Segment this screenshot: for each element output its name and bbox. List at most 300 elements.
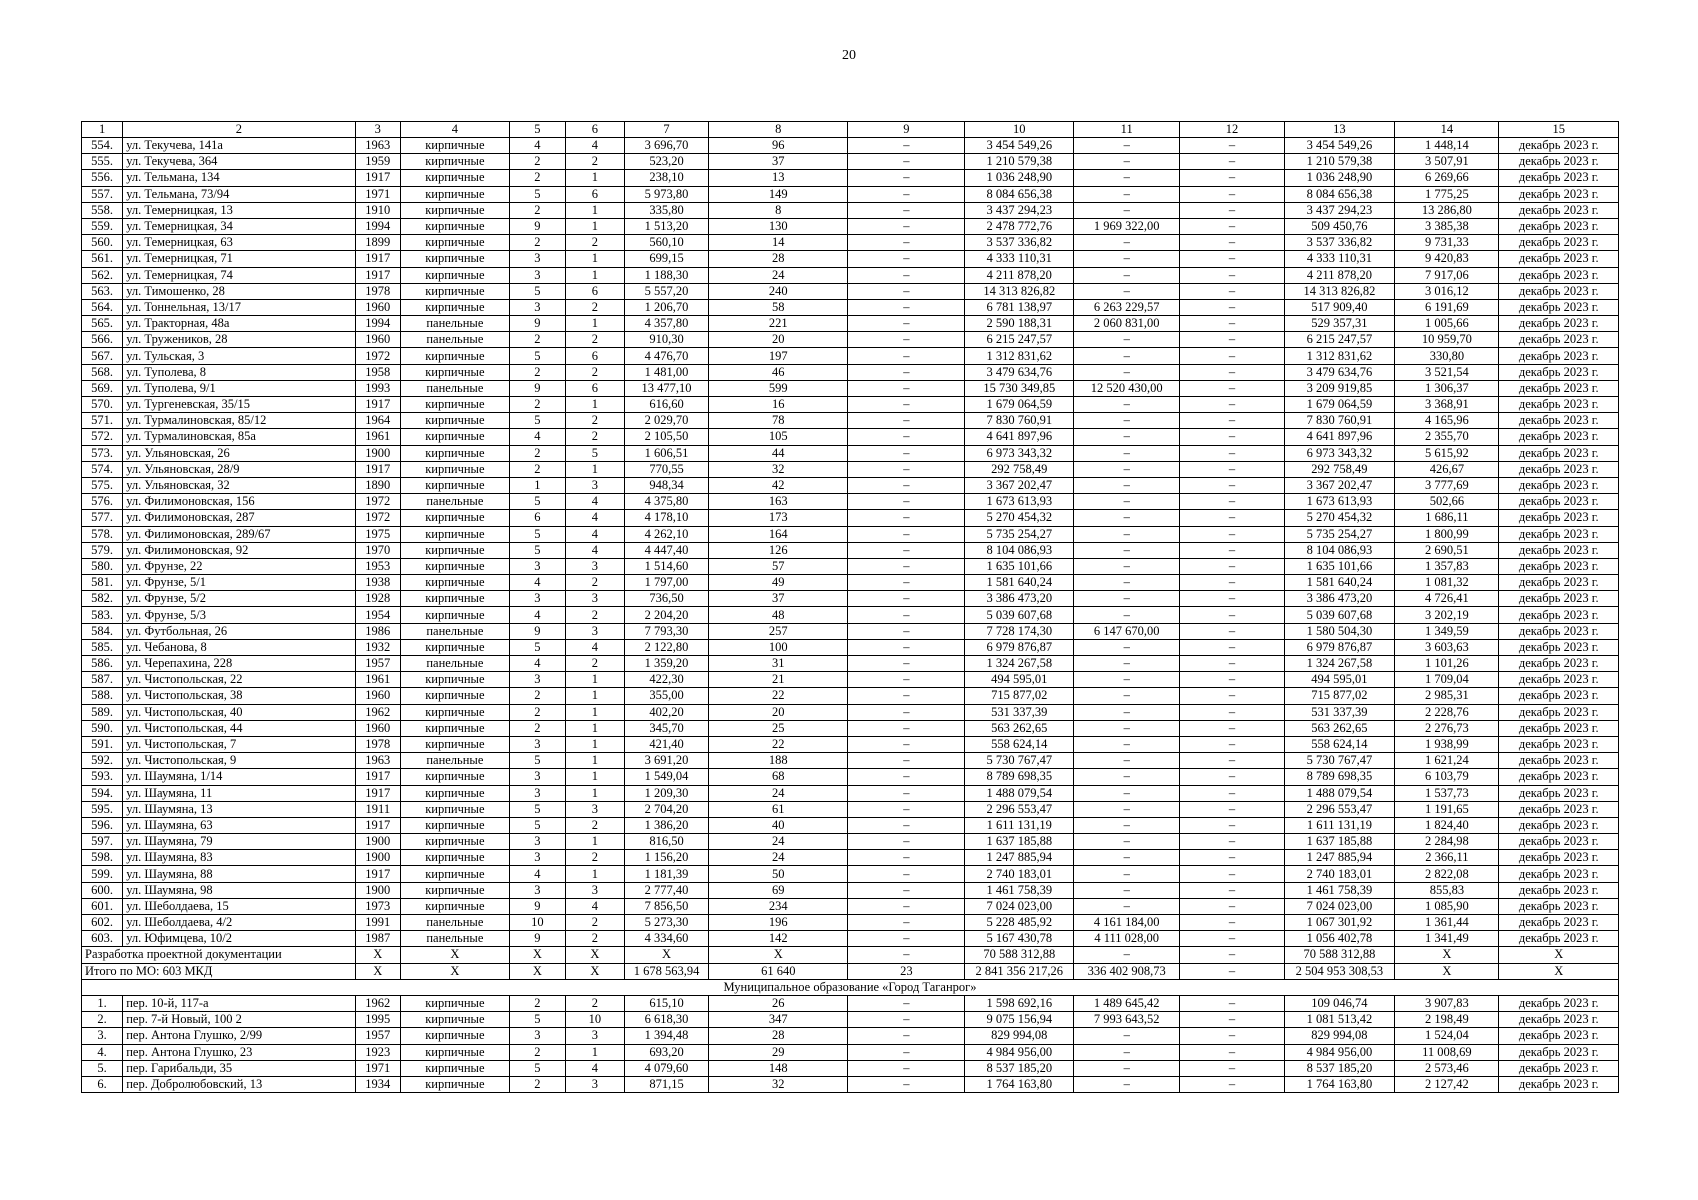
- table-cell: –: [848, 882, 965, 898]
- table-cell: 599.: [82, 866, 123, 882]
- table-cell: 3: [509, 672, 565, 688]
- table-cell: 1 797,00: [624, 575, 709, 591]
- table-cell: –: [848, 202, 965, 218]
- table-cell: 560,10: [624, 235, 709, 251]
- table-cell: 8 789 698,35: [1284, 769, 1395, 785]
- table-cell: 871,15: [624, 1076, 709, 1092]
- table-cell: –: [848, 575, 965, 591]
- table-cell: 582.: [82, 591, 123, 607]
- table-cell: кирпичные: [401, 882, 510, 898]
- table-row: [82, 477, 1619, 493]
- table-cell: 8: [709, 202, 848, 218]
- table-cell: декабрь 2023 г.: [1499, 413, 1619, 429]
- table-cell: –: [1074, 170, 1180, 186]
- table-cell: –: [1180, 510, 1284, 526]
- table-cell: 2 690,51: [1395, 542, 1499, 558]
- table-cell: 221: [709, 316, 848, 332]
- table-cell: 2: [509, 720, 565, 736]
- table-cell: 1 514,60: [624, 558, 709, 574]
- table-cell: 14: [709, 235, 848, 251]
- table-row: [82, 364, 1619, 380]
- table-row: [82, 834, 1619, 850]
- table-cell: 42: [709, 477, 848, 493]
- table-cell: 715 877,02: [965, 688, 1074, 704]
- table-cell: 1: [566, 170, 625, 186]
- table-cell: –: [848, 639, 965, 655]
- table-cell: 2: [566, 364, 625, 380]
- table-cell: декабрь 2023 г.: [1499, 332, 1619, 348]
- table-cell: 1953: [355, 558, 401, 574]
- table-cell: 1 673 613,93: [965, 494, 1074, 510]
- table-cell: 345,70: [624, 720, 709, 736]
- table-row: [82, 202, 1619, 218]
- table-cell: кирпичные: [401, 736, 510, 752]
- table-cell: 22: [709, 736, 848, 752]
- table-cell: –: [848, 413, 965, 429]
- table-cell: 1 448,14: [1395, 138, 1499, 154]
- table-cell: 2 204,20: [624, 607, 709, 623]
- table-cell: 6 979 876,87: [1284, 639, 1395, 655]
- column-header: 14: [1395, 122, 1499, 138]
- table-cell: 1 764 163,80: [965, 1076, 1074, 1092]
- table-row: [82, 785, 1619, 801]
- table-cell: 567.: [82, 348, 123, 364]
- address-cell: ул. Филимоновская, 289/67: [123, 526, 355, 542]
- table-cell: 577.: [82, 510, 123, 526]
- table-cell: 1 361,44: [1395, 915, 1499, 931]
- table-cell: 96: [709, 138, 848, 154]
- table-cell: 5: [566, 445, 625, 461]
- table-cell: 2: [509, 332, 565, 348]
- table-cell: –: [848, 753, 965, 769]
- table-cell: 8 537 185,20: [1284, 1060, 1395, 1076]
- table-row: [82, 817, 1619, 833]
- table-cell: 4 178,10: [624, 510, 709, 526]
- table-row: [82, 380, 1619, 396]
- table-cell: кирпичные: [401, 461, 510, 477]
- table-cell: 1972: [355, 494, 401, 510]
- table-cell: 8 104 086,93: [1284, 542, 1395, 558]
- table-cell: X: [709, 947, 848, 963]
- table-cell: 2 276,73: [1395, 720, 1499, 736]
- table-cell: 8 789 698,35: [965, 769, 1074, 785]
- table-cell: 7 830 760,91: [1284, 413, 1395, 429]
- table-cell: –: [848, 850, 965, 866]
- table-cell: декабрь 2023 г.: [1499, 736, 1619, 752]
- table-cell: 6 781 138,97: [965, 299, 1074, 315]
- table-cell: 1995: [355, 1012, 401, 1028]
- table-cell: панельные: [401, 931, 510, 947]
- table-cell: 1: [566, 785, 625, 801]
- table-cell: 1 637 185,88: [1284, 834, 1395, 850]
- table-cell: –: [1180, 348, 1284, 364]
- table-cell: 2: [566, 656, 625, 672]
- table-cell: –: [1074, 494, 1180, 510]
- table-cell: 2 704,20: [624, 801, 709, 817]
- address-cell: ул. Темерницкая, 13: [123, 202, 355, 218]
- table-cell: 5 557,20: [624, 283, 709, 299]
- table-cell: –: [1074, 348, 1180, 364]
- table-row: [82, 995, 1619, 1011]
- table-cell: 257: [709, 623, 848, 639]
- table-cell: –: [1180, 898, 1284, 914]
- table-cell: –: [1180, 1028, 1284, 1044]
- table-cell: панельные: [401, 753, 510, 769]
- table-cell: 9: [509, 898, 565, 914]
- total-row-label: Итого по МО: 603 МКД: [82, 963, 356, 979]
- column-header: 5: [509, 122, 565, 138]
- table-cell: 29: [709, 1044, 848, 1060]
- table-cell: 558.: [82, 202, 123, 218]
- table-row: [82, 753, 1619, 769]
- table-cell: декабрь 2023 г.: [1499, 316, 1619, 332]
- table-cell: –: [848, 494, 965, 510]
- table-cell: X: [1499, 963, 1619, 979]
- address-cell: ул. Шаумяна, 83: [123, 850, 355, 866]
- table-cell: 1 005,66: [1395, 316, 1499, 332]
- table-cell: 3 691,20: [624, 753, 709, 769]
- table-cell: –: [848, 607, 965, 623]
- table-cell: 4 262,10: [624, 526, 709, 542]
- table-cell: 6 979 876,87: [965, 639, 1074, 655]
- table-cell: 2: [566, 332, 625, 348]
- table-cell: –: [848, 736, 965, 752]
- table-cell: декабрь 2023 г.: [1499, 720, 1619, 736]
- table-cell: панельные: [401, 380, 510, 396]
- table-row: [82, 720, 1619, 736]
- table-cell: –: [1074, 834, 1180, 850]
- table-cell: 3: [509, 882, 565, 898]
- table-cell: –: [848, 1044, 965, 1060]
- table-cell: 1917: [355, 769, 401, 785]
- table-row: [82, 704, 1619, 720]
- table-cell: 1993: [355, 380, 401, 396]
- table-row: [82, 931, 1619, 947]
- table-cell: –: [1074, 639, 1180, 655]
- table-cell: 2.: [82, 1012, 123, 1028]
- table-cell: 6 973 343,32: [1284, 445, 1395, 461]
- table-cell: 4 333 110,31: [1284, 251, 1395, 267]
- register-table: [81, 121, 1619, 1093]
- table-cell: 616,60: [624, 397, 709, 413]
- table-row: [82, 170, 1619, 186]
- table-cell: 1 206,70: [624, 299, 709, 315]
- table-cell: декабрь 2023 г.: [1499, 639, 1619, 655]
- table-cell: –: [848, 510, 965, 526]
- table-cell: 24: [709, 785, 848, 801]
- table-row: [82, 526, 1619, 542]
- table-cell: –: [848, 267, 965, 283]
- table-row: [82, 316, 1619, 332]
- table-cell: –: [1180, 947, 1284, 963]
- table-cell: 594.: [82, 785, 123, 801]
- table-cell: 568.: [82, 364, 123, 380]
- table-cell: 6.: [82, 1076, 123, 1092]
- table-cell: 6 269,66: [1395, 170, 1499, 186]
- table-row: [82, 866, 1619, 882]
- table-cell: 559.: [82, 218, 123, 234]
- table-cell: 1: [566, 753, 625, 769]
- table-cell: 829 994,08: [965, 1028, 1074, 1044]
- table-cell: –: [1074, 736, 1180, 752]
- table-cell: кирпичные: [401, 235, 510, 251]
- table-cell: –: [1180, 477, 1284, 493]
- table-cell: X: [1395, 947, 1499, 963]
- table-cell: декабрь 2023 г.: [1499, 445, 1619, 461]
- table-cell: 3 454 549,26: [1284, 138, 1395, 154]
- table-cell: 3: [509, 834, 565, 850]
- table-cell: –: [1180, 623, 1284, 639]
- table-cell: декабрь 2023 г.: [1499, 429, 1619, 445]
- table-cell: 24: [709, 850, 848, 866]
- table-cell: –: [1074, 720, 1180, 736]
- table-cell: 2: [566, 915, 625, 931]
- table-cell: –: [1074, 235, 1180, 251]
- address-cell: ул. Турмалиновская, 85/12: [123, 413, 355, 429]
- table-cell: 5 730 767,47: [1284, 753, 1395, 769]
- table-cell: 2: [509, 235, 565, 251]
- table-cell: –: [1074, 882, 1180, 898]
- table-cell: панельные: [401, 656, 510, 672]
- table-cell: кирпичные: [401, 526, 510, 542]
- address-cell: ул. Фрунзе, 22: [123, 558, 355, 574]
- table-cell: 1957: [355, 656, 401, 672]
- table-cell: 563.: [82, 283, 123, 299]
- table-row: [82, 591, 1619, 607]
- table-row: [82, 575, 1619, 591]
- table-cell: –: [848, 1060, 965, 1076]
- table-row: [82, 461, 1619, 477]
- table-cell: 2 822,08: [1395, 866, 1499, 882]
- table-cell: кирпичные: [401, 397, 510, 413]
- table-cell: 163: [709, 494, 848, 510]
- table-row: [82, 138, 1619, 154]
- table-cell: –: [1074, 898, 1180, 914]
- address-cell: ул. Шаумяна, 98: [123, 882, 355, 898]
- table-cell: 5: [509, 542, 565, 558]
- table-cell: 21: [709, 672, 848, 688]
- table-cell: 1910: [355, 202, 401, 218]
- table-row: [82, 1044, 1619, 1060]
- table-cell: 234: [709, 898, 848, 914]
- table-cell: –: [1180, 542, 1284, 558]
- table-cell: 1 341,49: [1395, 931, 1499, 947]
- table-cell: 9 420,83: [1395, 251, 1499, 267]
- table-cell: 502,66: [1395, 494, 1499, 510]
- table-cell: –: [1180, 526, 1284, 542]
- address-cell: ул. Тельмана, 134: [123, 170, 355, 186]
- table-cell: кирпичные: [401, 769, 510, 785]
- table-cell: 164: [709, 526, 848, 542]
- table-row: [82, 1076, 1619, 1092]
- address-cell: ул. Филимоновская, 287: [123, 510, 355, 526]
- table-cell: 70 588 312,88: [965, 947, 1074, 963]
- table-cell: –: [1180, 834, 1284, 850]
- table-cell: декабрь 2023 г.: [1499, 931, 1619, 947]
- table-cell: –: [1180, 817, 1284, 833]
- table-cell: 1 606,51: [624, 445, 709, 461]
- table-cell: –: [848, 218, 965, 234]
- table-cell: –: [1074, 1060, 1180, 1076]
- table-cell: 1 312 831,62: [1284, 348, 1395, 364]
- table-cell: 1 394,48: [624, 1028, 709, 1044]
- table-cell: кирпичные: [401, 510, 510, 526]
- table-cell: 48: [709, 607, 848, 623]
- table-cell: 1899: [355, 235, 401, 251]
- table-cell: декабрь 2023 г.: [1499, 769, 1619, 785]
- address-cell: ул. Шаумяна, 1/14: [123, 769, 355, 785]
- design-row-label: Разработка проектной документации: [82, 947, 356, 963]
- address-cell: ул. Чистопольская, 22: [123, 672, 355, 688]
- table-cell: 4 726,41: [1395, 591, 1499, 607]
- table-cell: 2 228,76: [1395, 704, 1499, 720]
- table-cell: 601.: [82, 898, 123, 914]
- table-cell: 2 060 831,00: [1074, 316, 1180, 332]
- table-cell: 5 039 607,68: [965, 607, 1074, 623]
- table-cell: 3: [509, 769, 565, 785]
- table-cell: декабрь 2023 г.: [1499, 817, 1619, 833]
- table-cell: –: [1180, 332, 1284, 348]
- table-cell: 2: [509, 704, 565, 720]
- table-cell: 1 247 885,94: [1284, 850, 1395, 866]
- table-cell: 599: [709, 380, 848, 396]
- table-cell: 126: [709, 542, 848, 558]
- table-cell: –: [848, 688, 965, 704]
- table-cell: 20: [709, 704, 848, 720]
- table-cell: 554.: [82, 138, 123, 154]
- table-cell: –: [1180, 882, 1284, 898]
- table-cell: 2 504 953 308,53: [1284, 963, 1395, 979]
- table-cell: 6 215 247,57: [1284, 332, 1395, 348]
- table-cell: 1 764 163,80: [1284, 1076, 1395, 1092]
- address-cell: ул. Текучева, 141а: [123, 138, 355, 154]
- table-cell: 1962: [355, 995, 401, 1011]
- table-cell: 3 368,91: [1395, 397, 1499, 413]
- table-cell: X: [566, 963, 625, 979]
- table-cell: 1 312 831,62: [965, 348, 1074, 364]
- address-cell: ул. Ульяновская, 32: [123, 477, 355, 493]
- column-header: 13: [1284, 122, 1395, 138]
- table-cell: 58: [709, 299, 848, 315]
- table-cell: 4 447,40: [624, 542, 709, 558]
- table-cell: 4: [566, 138, 625, 154]
- table-cell: –: [1074, 753, 1180, 769]
- table-cell: –: [848, 235, 965, 251]
- table-cell: декабрь 2023 г.: [1499, 218, 1619, 234]
- address-cell: ул. Чистопольская, 7: [123, 736, 355, 752]
- table-cell: –: [1180, 1044, 1284, 1060]
- table-cell: 5: [509, 348, 565, 364]
- table-cell: –: [1074, 866, 1180, 882]
- table-cell: 1 969 322,00: [1074, 218, 1180, 234]
- table-cell: 2: [566, 817, 625, 833]
- table-cell: 6 973 343,32: [965, 445, 1074, 461]
- table-cell: 3 367 202,47: [965, 477, 1074, 493]
- table-cell: –: [1180, 380, 1284, 396]
- table-cell: декабрь 2023 г.: [1499, 1012, 1619, 1028]
- table-cell: 1959: [355, 154, 401, 170]
- table-cell: 588.: [82, 688, 123, 704]
- table-cell: –: [848, 186, 965, 202]
- table-cell: 1994: [355, 218, 401, 234]
- table-cell: –: [848, 656, 965, 672]
- table-cell: декабрь 2023 г.: [1499, 154, 1619, 170]
- table-cell: 1911: [355, 801, 401, 817]
- table-cell: 69: [709, 882, 848, 898]
- table-cell: 32: [709, 1076, 848, 1092]
- table-cell: 563 262,65: [1284, 720, 1395, 736]
- address-cell: ул. Тоннельная, 13/17: [123, 299, 355, 315]
- table-cell: –: [1180, 753, 1284, 769]
- table-cell: 5: [509, 494, 565, 510]
- address-cell: ул. Чистопольская, 9: [123, 753, 355, 769]
- table-cell: 3: [509, 251, 565, 267]
- table-cell: X: [1499, 947, 1619, 963]
- table-cell: –: [1074, 186, 1180, 202]
- address-cell: ул. Тракторная, 48а: [123, 316, 355, 332]
- table-cell: 1960: [355, 688, 401, 704]
- table-cell: –: [1074, 1044, 1180, 1060]
- table-cell: –: [1074, 656, 1180, 672]
- table-cell: 426,67: [1395, 461, 1499, 477]
- table-cell: X: [566, 947, 625, 963]
- table-cell: 3: [566, 882, 625, 898]
- table-cell: декабрь 2023 г.: [1499, 235, 1619, 251]
- table-cell: 2: [509, 397, 565, 413]
- table-cell: 1 673 613,93: [1284, 494, 1395, 510]
- table-cell: 593.: [82, 769, 123, 785]
- table-cell: –: [1074, 688, 1180, 704]
- table-cell: 292 758,49: [1284, 461, 1395, 477]
- table-cell: 531 337,39: [965, 704, 1074, 720]
- table-cell: 2 478 772,76: [965, 218, 1074, 234]
- table-row: [82, 413, 1619, 429]
- table-cell: 4 079,60: [624, 1060, 709, 1076]
- table-cell: 8 084 656,38: [1284, 186, 1395, 202]
- table-cell: 4 333 110,31: [965, 251, 1074, 267]
- table-cell: 2 122,80: [624, 639, 709, 655]
- table-cell: 31: [709, 656, 848, 672]
- table-cell: 7 830 760,91: [965, 413, 1074, 429]
- table-cell: 9 075 156,94: [965, 1012, 1074, 1028]
- table-cell: кирпичные: [401, 348, 510, 364]
- table-cell: 531 337,39: [1284, 704, 1395, 720]
- table-cell: 770,55: [624, 461, 709, 477]
- column-header: 7: [624, 122, 709, 138]
- table-cell: 1: [566, 866, 625, 882]
- table-cell: –: [848, 332, 965, 348]
- table-cell: 3 367 202,47: [1284, 477, 1395, 493]
- table-cell: –: [1180, 154, 1284, 170]
- table-cell: 1973: [355, 898, 401, 914]
- table-cell: 5 167 430,78: [965, 931, 1074, 947]
- table-cell: 292 758,49: [965, 461, 1074, 477]
- table-cell: 1: [566, 202, 625, 218]
- table-cell: декабрь 2023 г.: [1499, 995, 1619, 1011]
- table-cell: –: [848, 461, 965, 477]
- address-cell: ул. Ульяновская, 28/9: [123, 461, 355, 477]
- table-cell: 7 917,06: [1395, 267, 1499, 283]
- table-cell: 592.: [82, 753, 123, 769]
- table-cell: 910,30: [624, 332, 709, 348]
- table-cell: –: [1074, 283, 1180, 299]
- table-cell: 1917: [355, 817, 401, 833]
- table-cell: 3 454 549,26: [965, 138, 1074, 154]
- table-cell: –: [1180, 575, 1284, 591]
- table-cell: –: [848, 672, 965, 688]
- table-cell: 581.: [82, 575, 123, 591]
- table-cell: 421,40: [624, 736, 709, 752]
